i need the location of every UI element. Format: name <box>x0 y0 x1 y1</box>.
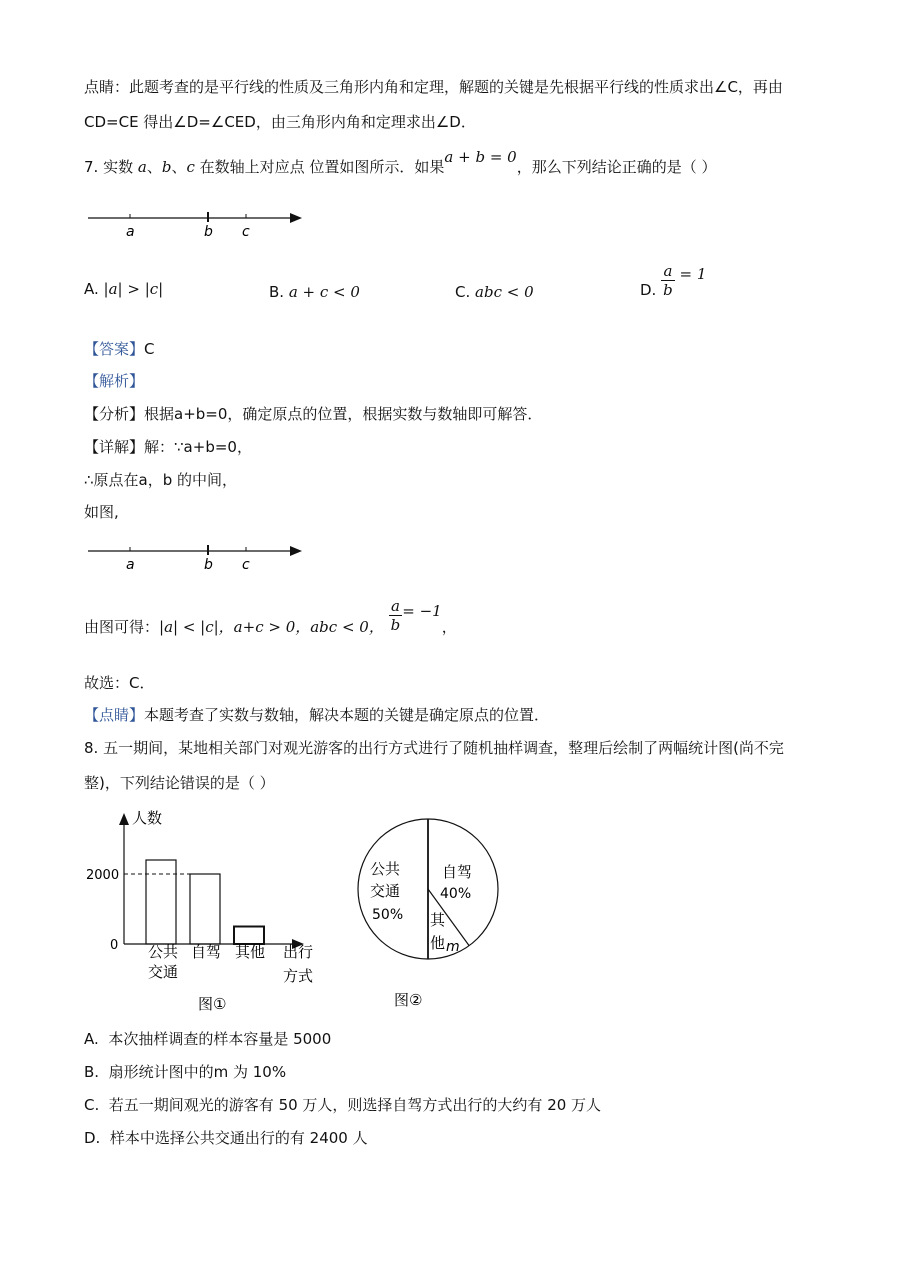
q7-stem-a: 7. 实数 <box>84 158 134 176</box>
bar-3 <box>234 927 264 945</box>
q8-option-c[interactable] <box>84 1095 601 1115</box>
q8-option-a-text: 本次抽样调查的样本容量是 5000 <box>108 1030 332 1048</box>
pie-seg1-l1: 公共 <box>370 860 401 878</box>
result-frac-rhs: = −1 <box>402 602 442 620</box>
q7-var-c: c <box>186 158 195 176</box>
q7-stem-b: 在数轴上对应点 位置如图所示．如果 <box>194 158 445 176</box>
q7-option-d[interactable] <box>640 262 706 299</box>
result-frac-num: a <box>389 597 403 616</box>
answer-tag: 【答案】 <box>84 340 145 358</box>
q8-option-d-label: D. <box>84 1129 101 1147</box>
fenxi-tag: 【分析】 <box>84 405 145 423</box>
q7-sep1: 、 <box>146 158 162 176</box>
q7-option-d-rhs: = 1 <box>679 265 707 283</box>
pie-seg3-l2: 他 <box>430 934 446 952</box>
q8-stem-line-2: 整)，下列结论错误的是（ ） <box>84 774 275 792</box>
number-line-2 <box>84 538 314 578</box>
q7-option-c-math: abc < 0 <box>475 283 534 301</box>
fenxi-row <box>84 404 542 424</box>
step2: ∴原点在a，b 的中间， <box>84 471 238 489</box>
result-prefix: 由图可得： <box>84 618 160 636</box>
q8-option-b-label: B. <box>84 1063 100 1081</box>
q7-option-b[interactable] <box>269 283 360 301</box>
q7-option-b-label: B. <box>269 283 285 301</box>
answer-row <box>84 339 155 359</box>
q8-option-d-text: 样本中选择公共交通出行的有 2400 人 <box>109 1129 368 1147</box>
pie-seg3-l1: 其 <box>430 911 446 929</box>
nl1-label-b: b <box>204 224 213 240</box>
bar-ylabel: 人数 <box>132 809 163 827</box>
answer-value: C <box>144 340 155 358</box>
q7-option-d-den: b <box>663 281 673 299</box>
pie-seg2-pct: 40% <box>440 886 472 902</box>
bar-cat1-l2: 交通 <box>148 963 179 981</box>
bar-1 <box>146 860 176 944</box>
pie-caption: 图② <box>394 991 423 1009</box>
q7-option-d-label: D. <box>640 281 657 299</box>
fenxi-text: 根据a+b=0，确定原点的位置，根据实数与数轴即可解答． <box>144 405 543 423</box>
q7-option-c-label: C. <box>455 283 471 301</box>
q7-stem <box>84 148 717 177</box>
result-end: ， <box>441 618 457 636</box>
dianjing-text: 本题考查了实数与数轴，解决本题的关键是确定原点的位置． <box>144 706 550 724</box>
q8-option-b[interactable] <box>84 1062 286 1082</box>
pie-chart <box>350 815 510 1025</box>
q7-var-a: a <box>137 158 147 176</box>
result-items: |a| < |c|，a+c > 0，abc < 0， <box>159 618 384 636</box>
pie-seg1-pct: 50% <box>372 907 404 923</box>
q8-option-a-label: A. <box>84 1030 99 1048</box>
bar-cat3: 其他 <box>235 943 266 961</box>
bar-2 <box>190 874 220 944</box>
step3: 如图, <box>84 503 119 521</box>
q8-stem-line-1: 8. 五一期间，某地相关部门对观光游客的出行方式进行了随机抽样调查，整理后绘制了两幅统计图(尚不完 <box>84 739 784 757</box>
q8-option-d[interactable] <box>84 1128 368 1148</box>
bar-caption: 图① <box>198 995 227 1013</box>
q8-option-a[interactable] <box>84 1029 331 1049</box>
xiangjie-text: 解：∵a+b=0， <box>144 438 252 456</box>
xiangjie-row <box>84 437 252 457</box>
remark-line-1: 点睛：此题考查的是平行线的性质及三角形内角和定理，解题的关键是先根据平行线的性质求出∠C，再由 <box>84 78 783 96</box>
bar-cat1-l1: 公共 <box>148 943 179 961</box>
q7-option-a-math: |a| > |c| <box>103 280 164 298</box>
nl2-label-c: c <box>242 557 250 573</box>
result-fraction <box>389 597 403 634</box>
bar-xlabel-l2: 方式 <box>283 967 314 985</box>
nl1-label-a: a <box>126 224 135 240</box>
q7-stem-c: ，那么下列结论正确的是（ ） <box>516 158 717 176</box>
q7-option-a[interactable] <box>84 280 163 298</box>
q7-option-a-label: A. <box>84 280 99 298</box>
dianjing-tag: 【点睛】 <box>84 706 145 724</box>
bar-chart <box>84 805 354 1020</box>
number-line-1 <box>84 205 314 245</box>
q8-option-c-text: 若五一期间观光的游客有 50 万人，则选择自驾方式出行的大约有 20 万人 <box>108 1096 602 1114</box>
bar-xlabel-l1: 出行 <box>283 943 314 961</box>
q7-sep2: 、 <box>171 158 187 176</box>
dianjing-row <box>84 705 549 725</box>
nl2-label-a: a <box>126 557 135 573</box>
analysis-tag: 【解析】 <box>84 372 145 390</box>
q7-option-b-math: a + c < 0 <box>288 283 360 301</box>
q7-option-c[interactable] <box>455 283 534 301</box>
pie-seg2-l1: 自驾 <box>442 863 473 881</box>
nl2-label-b: b <box>204 557 213 573</box>
bar-cat2: 自驾 <box>191 943 222 961</box>
result-row <box>84 597 457 634</box>
pie-seg3-var: m <box>446 939 460 955</box>
q7-option-d-num: a <box>661 262 675 281</box>
xiangjie-tag: 【详解】 <box>84 438 145 456</box>
q8-option-b-text: 扇形统计图中的m 为 10% <box>108 1063 287 1081</box>
result-frac-den: b <box>390 616 401 634</box>
q8-option-c-label: C. <box>84 1096 100 1114</box>
q7-option-d-fraction <box>661 262 675 299</box>
pie-seg1-l2: 交通 <box>370 882 401 900</box>
nl1-label-c: c <box>242 224 250 240</box>
q7-var-b: b <box>161 158 172 176</box>
bar-ytick-0: 0 <box>110 938 119 953</box>
bar-ytick-2000: 2000 <box>86 868 120 883</box>
choose-row: 故选：C． <box>84 674 155 692</box>
remark-line-2: CD=CE 得出∠D=∠CED，由三角形内角和定理求出∠D． <box>84 113 476 131</box>
q7-condition: a + b = 0 <box>444 148 517 166</box>
